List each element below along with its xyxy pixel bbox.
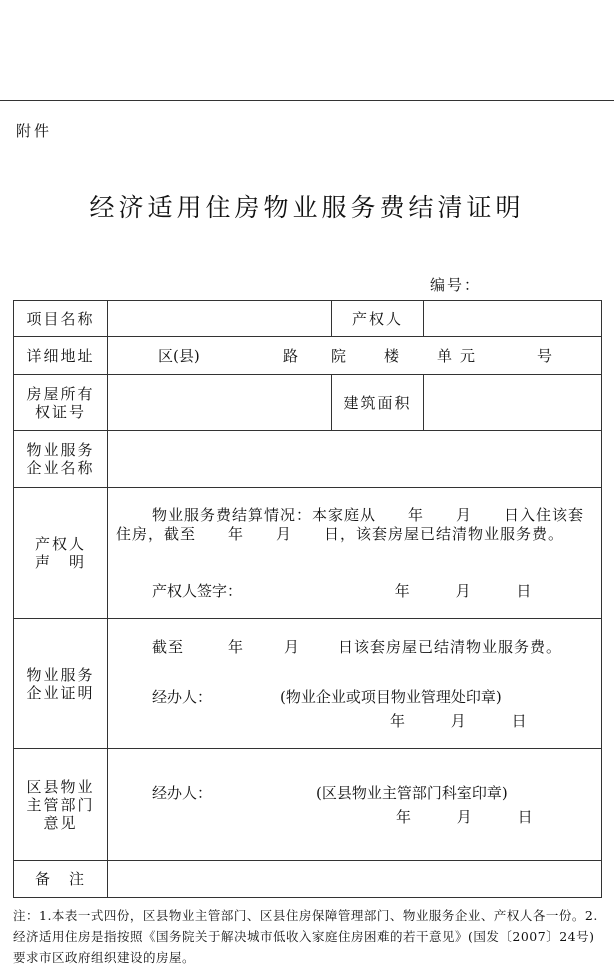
district-date-year: 年 [396,807,412,826]
address-field[interactable] [108,337,602,375]
owner-label: 产权人 [332,301,424,337]
address-label: 详细地址 [14,337,108,375]
company-certificate-statement [116,638,595,656]
company-handler-line [116,688,595,706]
company-date-year: 年 [390,711,406,730]
district-opinion-label-line3: 意见 [43,813,78,832]
owner-declaration-label-line2: 声 明 [34,553,86,571]
company-certificate-label-line1: 物业服务 [26,665,95,684]
address-court: 院 [331,346,347,365]
cert-number-label-line1: 房屋所有 [26,384,95,403]
cert-month: 月 [284,637,301,656]
address-room: 号 [537,346,553,365]
cert-number-label-line2: 权证号 [34,402,86,421]
owner-field[interactable] [424,301,602,337]
row-district-opinion [14,749,602,861]
address-road: 路 [283,346,299,365]
company-name-label [14,431,108,488]
district-date-line [116,808,595,826]
project-name-label: 项目名称 [14,301,108,337]
row-cert-number [14,375,602,431]
declaration-month: 月 [455,582,471,600]
row-address [14,337,602,375]
attachment-label: 附件 [16,122,53,140]
row-company-name [14,431,602,488]
floor-area-field[interactable] [424,375,602,431]
owner-declaration-label-line1: 产权人 [34,535,86,553]
declaration-day: 日 [516,582,532,600]
company-handler-label: 经办人： [152,687,213,706]
district-opinion-label [14,749,108,861]
company-date-month: 月 [450,711,466,730]
cert-suffix: 日该套房屋已结清物业服务费。 [338,637,563,656]
owner-signature-label: 产权人签字： [152,582,243,600]
company-certificate-cell[interactable] [108,619,602,749]
row-project-name [14,301,602,337]
serial-number-label: 编号： [430,276,482,294]
company-name-label-line1: 物业服务 [26,441,95,459]
address-building: 楼 [384,346,400,365]
row-owner-declaration [14,488,602,619]
top-rule [0,100,614,101]
district-date-month: 月 [456,807,472,826]
certificate-form-table [13,300,602,898]
company-date-day: 日 [511,711,527,730]
company-name-field[interactable] [108,431,602,488]
address-district: 区(县) [158,346,200,365]
district-handler-line [116,784,595,802]
district-opinion-label-line1: 区县物业 [26,777,95,796]
owner-declaration-label [14,488,108,619]
footnote: 注：1.本表一式四份，区县物业主管部门、区县住房保障管理部门、物业服务企业、产权人各一份。2.经济适用住房是指按照《国务院关于解决城市低收入家庭住房困难的若干意见》(国发〔2007〕24号)要求市区政府组织建设的房屋。 [13,908,598,965]
district-handler-label: 经办人： [152,783,213,802]
declaration-year: 年 [394,582,410,600]
cert-prefix: 截至 [152,637,185,656]
project-name-field[interactable] [108,301,332,337]
remarks-label: 备 注 [14,861,108,898]
owner-signature-line [116,582,595,600]
address-parts [108,337,601,374]
declaration-text: 物业服务费结算情况：本家庭从 年 月 日入住该套住房，截至 年 月 日，该套房屋已结清物业服务费。 [116,506,585,543]
owner-declaration-cell[interactable] [108,488,602,619]
cert-number-field[interactable] [108,375,332,431]
company-date-line [116,712,595,730]
document-title: 经济适用住房物业服务费结清证明 [89,193,525,222]
company-name-label-line2: 企业名称 [26,459,95,477]
address-unit: 单元 [437,346,484,365]
row-company-certificate [14,619,602,749]
company-certificate-label-line2: 企业证明 [26,683,95,702]
cert-year: 年 [228,637,245,656]
district-opinion-label-line2: 主管部门 [26,795,95,814]
district-opinion-cell[interactable] [108,749,602,861]
company-certificate-label [14,619,108,749]
district-seal-text: (区县物业主管部门科室印章) [316,783,508,802]
district-date-day: 日 [517,807,533,826]
row-remarks [14,861,602,898]
company-seal-text: (物业企业或项目物业管理处印章) [280,687,502,706]
floor-area-label: 建筑面积 [332,375,424,431]
remarks-field[interactable] [108,861,602,898]
cert-number-label [14,375,108,431]
